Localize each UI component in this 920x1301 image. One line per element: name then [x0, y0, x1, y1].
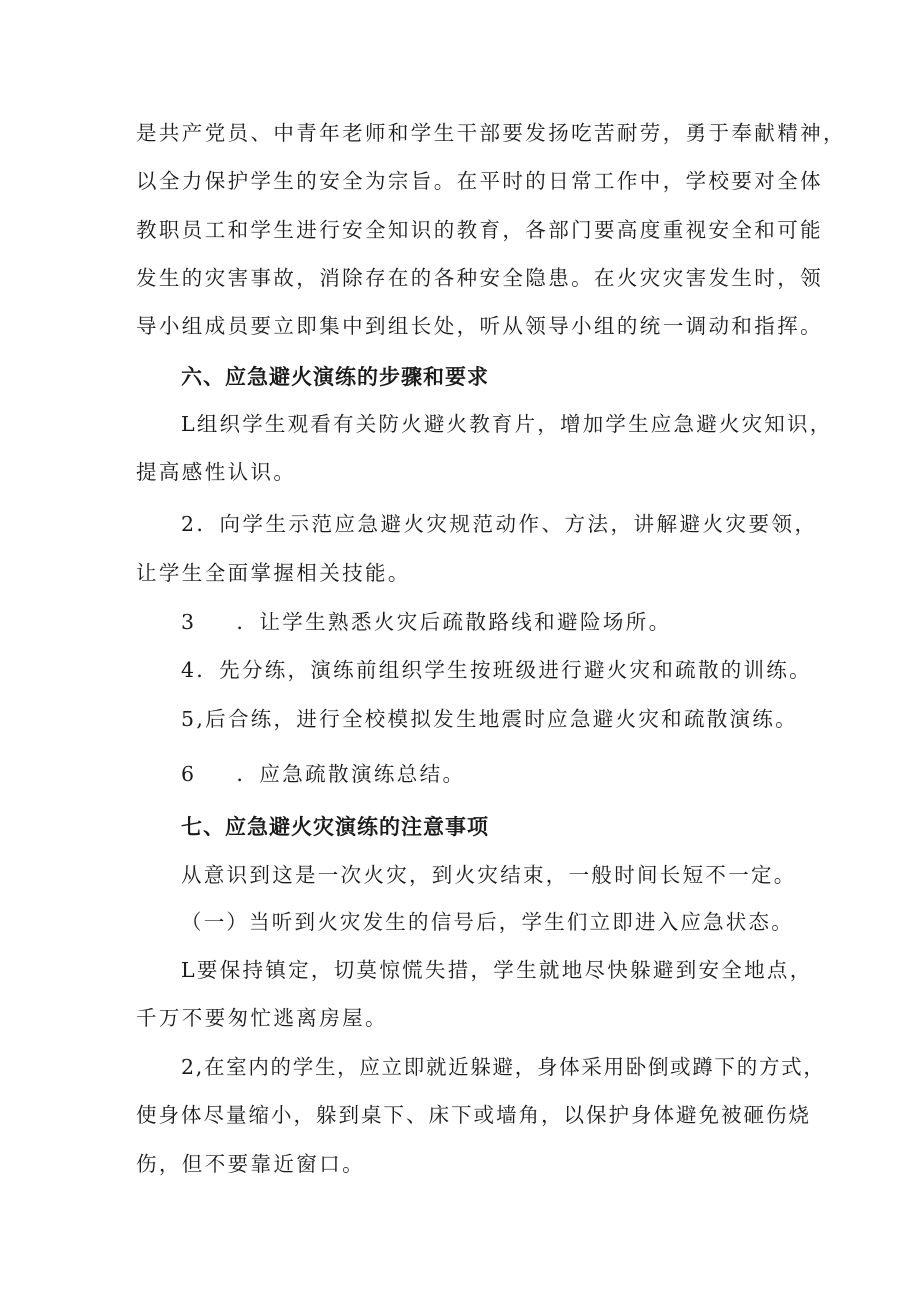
- s7-item-1-line-2: 千万不要匆忙逃离房屋。: [136, 1006, 388, 1030]
- s7-item-1-line-1: L要保持镇定，切莫惊慌失措，学生就地尽快躲避到安全地点，: [181, 958, 813, 982]
- s6-item-3: [181, 610, 672, 634]
- s6-item-2-line-1: 2．向学生示范应急避火灾规范动作、方法，讲解避火灾要领，: [181, 512, 818, 536]
- s7-item-2-line-3: 伤，但不要靠近窗口。: [136, 1152, 365, 1176]
- intro-line-2: 以全力保护学生的安全为宗旨。在平时的日常工作中，学校要对全体: [136, 169, 823, 193]
- intro-line-5: 导小组成员要立即集中到组长处，听从领导小组的统一调动和指挥。: [136, 314, 823, 338]
- s6-item-3-text: ．让学生熟悉火灾后疏散路线和避险场所。: [236, 610, 672, 634]
- section-7-heading: 七、应急避火灾演练的注意事项: [181, 815, 489, 839]
- s6-item-1-line-1: L组织学生观看有关防火避火教育片，增加学生应急避火灾知识，: [181, 412, 833, 436]
- s6-item-4: 4．先分练，演练前组织学生按班级进行避火灾和疏散的训练。: [181, 658, 812, 682]
- s7-item-2-line-1: 2,在室内的学生，应立即就近躲避，身体采用卧倒或蹲下的方式，: [181, 1055, 826, 1079]
- s6-item-1-line-2: 提高感性认识。: [136, 460, 297, 484]
- s7-para-1: 从意识到这是一次火灾，到火灾结束，一般时间长短不一定。: [181, 863, 797, 887]
- s6-item-2-line-2: 让学生全面掌握相关技能。: [136, 561, 411, 585]
- intro-line-4: 发生的灾害事故，消除存在的各种安全隐患。在火灾灾害发生时，领: [136, 266, 823, 290]
- s6-item-6: [181, 762, 465, 786]
- s7-item-2-line-2: 使身体尽量缩小，躲到桌下、床下或墙角，以保护身体避免被砸伤烧: [136, 1103, 811, 1127]
- intro-line-1: 是共产党员、中青年老师和学生干部要发扬吃苦耐劳，勇于奉献精神，: [136, 121, 846, 145]
- s6-item-6-number: 6: [181, 762, 197, 786]
- s7-sub-heading-1: （一）当听到火灾发生的信号后，学生们立即进入应急状态。: [181, 910, 794, 934]
- section-6-heading: 六、应急避火演练的步骤和要求: [181, 365, 489, 389]
- s6-item-5: 5,后合练，进行全校模拟发生地震时应急避火灾和疏散演练。: [181, 707, 798, 731]
- intro-line-3: 教职员工和学生进行安全知识的教育，各部门要高度重视安全和可能: [136, 218, 823, 242]
- s6-item-3-number: 3: [181, 610, 197, 634]
- s6-item-6-text: ．应急疏散演练总结。: [236, 762, 466, 786]
